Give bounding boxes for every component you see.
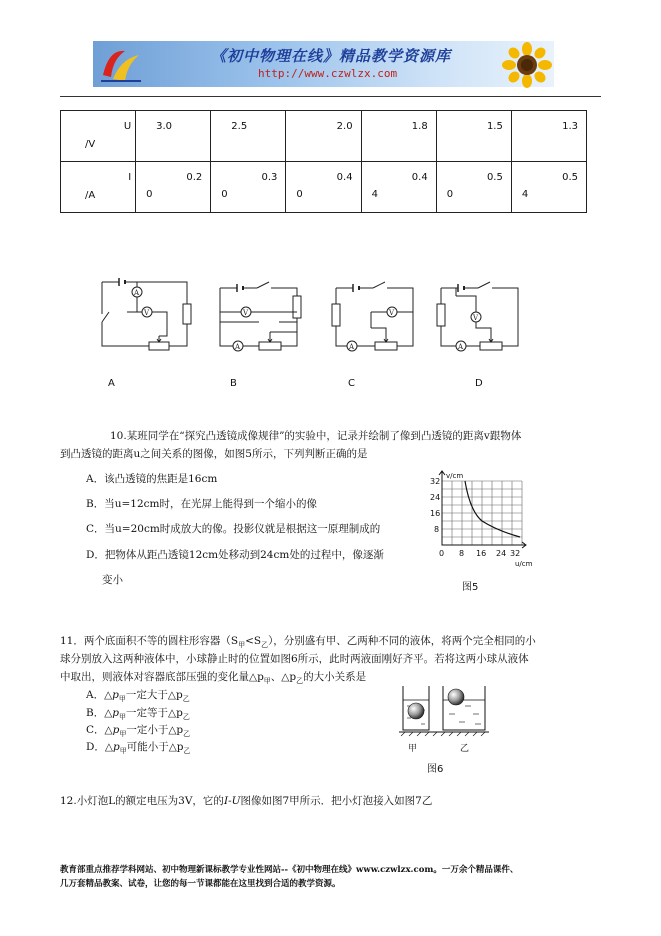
cell-value: 1.8 — [411, 121, 428, 132]
footer-line2: 几万套精品教案、试卷，让您的每一节课都能在这里找到合适的教学资源。 — [60, 879, 341, 889]
q10-option-c: C．当u=20cm时成放大的像。投影仪就是根据这一原理制成的 — [86, 523, 381, 535]
q11-line1-b: <S — [245, 635, 262, 647]
ui-data-table — [60, 110, 587, 213]
q10-stem-line1: 10.某班同学在“探究凸透镜成像规律”的实验中，记录并绘制了像到凸透镜的距离v跟物体 — [110, 430, 522, 442]
circuit-diagram-d — [436, 274, 536, 354]
table-cell — [136, 162, 211, 213]
cell-value-wrap: 0 — [221, 189, 228, 200]
cell-value: 2.5 — [231, 121, 248, 132]
circuit-label-b: B — [230, 378, 237, 389]
sunflower-icon — [501, 43, 553, 87]
figure-6-caption: 图6 — [427, 764, 444, 775]
option-relation: 一定大于△p — [125, 689, 183, 701]
fig6-label-jia: 甲 — [408, 744, 418, 754]
graph-ytick: 16 — [430, 509, 441, 518]
table-cell — [436, 111, 511, 162]
sub-yi: 乙 — [182, 695, 190, 704]
site-banner — [93, 41, 554, 87]
table-row — [61, 162, 587, 213]
q11-line3-b: 、△p — [270, 671, 297, 683]
sub-jia: 甲 — [119, 730, 127, 739]
q10-stem-line2: 到凸透镜的距离u之间关系的图像，如图5所示，下列判断正确的是 — [60, 448, 368, 460]
graph-xtick: 0 — [439, 549, 445, 558]
figure-5-caption: 图5 — [462, 582, 479, 593]
svg-text:V: V — [144, 309, 150, 317]
circuit-label-c: C — [348, 378, 355, 389]
option-dp: △p — [104, 689, 119, 701]
option-letter: A． — [86, 689, 105, 701]
sub-yi: 乙 — [296, 677, 304, 686]
cell-value: 3.0 — [156, 121, 173, 132]
q12-iu: I-U — [223, 795, 241, 807]
sub-yi: 乙 — [261, 641, 269, 650]
circuit-label-a: A — [108, 378, 115, 389]
sub-jia: 甲 — [119, 747, 127, 756]
graph-ytick: 8 — [434, 525, 440, 534]
figure-5-graph — [418, 471, 533, 576]
footer-line1: 教育部重点推荐学科网站、初中物理新课标教学专业性网站--《初中物理在线》www.czwlzx.com。一万余个精品课件、 — [60, 865, 519, 875]
table-cell — [361, 111, 436, 162]
svg-text:A: A — [134, 289, 140, 297]
cell-value: 1.5 — [486, 121, 503, 132]
option-dp: △p — [104, 724, 120, 736]
q11-line2: 球分别放入这两种液体中，小球静止时的位置如图6所示，此时两液面刚好齐平。若将这两小球从液体 — [60, 653, 529, 665]
svg-text:A: A — [235, 343, 241, 351]
cell-value: 0.4 — [336, 172, 353, 183]
cell-value: 0.5 — [486, 172, 503, 183]
cell-value-wrap: 4 — [521, 189, 529, 200]
banner-title: 《初中物理在线》精品教学资源库 — [211, 47, 452, 65]
option-letter: C． — [86, 724, 105, 736]
fig6-label-yi: 乙 — [460, 744, 470, 754]
cell-value-wrap: 0 — [146, 189, 153, 200]
cell-value-wrap: 0 — [446, 189, 454, 200]
cell-value: 2.0 — [336, 121, 353, 132]
sub-yi: 乙 — [183, 747, 191, 756]
table-cell — [286, 111, 361, 162]
cell-value: 0.5 — [562, 172, 578, 183]
cell-value: 0.3 — [261, 172, 278, 183]
sub-jia: 甲 — [238, 641, 246, 650]
table-cell — [361, 162, 436, 213]
q10-option-d-line2: 变小 — [102, 574, 123, 586]
cell-value-wrap: 0 — [296, 189, 303, 200]
q11-line3-c: 的大小关系是 — [303, 671, 367, 683]
graph-ytick: 24 — [430, 493, 441, 502]
page-footer — [60, 863, 605, 891]
sub-yi: 乙 — [182, 713, 190, 722]
q12-text-a: 12.小灯泡L的额定电压为3V，它的 — [60, 795, 224, 807]
banner-url[interactable]: http://www.czwlzx.com — [258, 67, 398, 80]
cell-value: 0.4 — [411, 172, 428, 183]
table-cell — [211, 162, 286, 213]
table-cell — [211, 111, 286, 162]
svg-text:V: V — [243, 309, 249, 317]
q11-line1-c: ），分别盛有甲、乙两种不同的液体，将两个完全相同的小 — [268, 635, 536, 647]
table-cell — [511, 111, 586, 162]
svg-text:A: A — [458, 343, 464, 351]
q12-text-b: 图像如图7甲所示．把小灯泡接入如图7乙 — [240, 795, 433, 807]
sub-jia: 甲 — [118, 695, 126, 704]
option-letter: B． — [86, 707, 105, 719]
option-dp: △p — [104, 707, 120, 719]
circuit-diagram-c — [331, 274, 431, 354]
header-bottom: /A — [85, 190, 96, 201]
q10-option-a: A．该凸透镜的焦距是16cm — [86, 473, 218, 485]
header-top: I — [128, 172, 132, 183]
graph-xtick: 24 — [496, 549, 507, 558]
sub-jia: 甲 — [263, 677, 271, 686]
circuit-diagram-b — [215, 274, 315, 354]
option-relation: 一定等于△p — [126, 707, 183, 719]
figure-6-containers — [399, 684, 489, 742]
q10-option-d-line1: D．把物体从距凸透镜12cm处移动到24cm处的过程中，像逐渐 — [86, 549, 384, 561]
svg-text:V: V — [473, 314, 479, 322]
svg-text:V: V — [389, 309, 395, 317]
q11-option-d — [86, 739, 191, 759]
q11-line3-a: 中取出，则液体对容器底部压强的变化量△p — [60, 671, 264, 683]
graph-ylabel: v/cm — [446, 472, 464, 480]
row-header-i — [61, 162, 136, 213]
graph-xtick: 16 — [476, 549, 487, 558]
cell-value-wrap: 4 — [371, 189, 378, 200]
graph-xlabel: u/cm — [515, 560, 533, 568]
option-dp: △p — [104, 741, 120, 753]
circuit-label-d: D — [475, 378, 483, 389]
option-relation: 可能小于△p — [126, 741, 184, 753]
sub-jia: 甲 — [119, 713, 127, 722]
header-top: U — [123, 121, 132, 132]
table-cell — [136, 111, 211, 162]
table-cell — [286, 162, 361, 213]
header-rule — [60, 96, 601, 97]
header-bottom: /V — [85, 139, 96, 150]
q12-line — [60, 793, 432, 809]
option-relation: 一定小于△p — [126, 724, 184, 736]
row-header-u — [61, 111, 136, 162]
q10-option-b: B．当u=12cm时，在光屏上能得到一个缩小的像 — [86, 498, 317, 510]
cell-value: 0.2 — [186, 172, 203, 183]
svg-text:A: A — [349, 343, 355, 351]
table-row — [61, 111, 587, 162]
sub-yi: 乙 — [183, 730, 191, 739]
cell-value: 1.3 — [562, 121, 578, 132]
option-letter: D． — [86, 741, 105, 753]
q11-line1-a: 11．两个底面积不等的圆柱形容器（S — [60, 635, 239, 647]
table-cell — [436, 162, 511, 213]
graph-xtick: 8 — [459, 549, 465, 558]
graph-ytick: 32 — [430, 477, 441, 486]
graph-xtick: 32 — [510, 549, 521, 558]
table-cell — [511, 162, 586, 213]
circuit-diagram-a — [97, 274, 197, 354]
site-logo-icon — [99, 45, 143, 83]
